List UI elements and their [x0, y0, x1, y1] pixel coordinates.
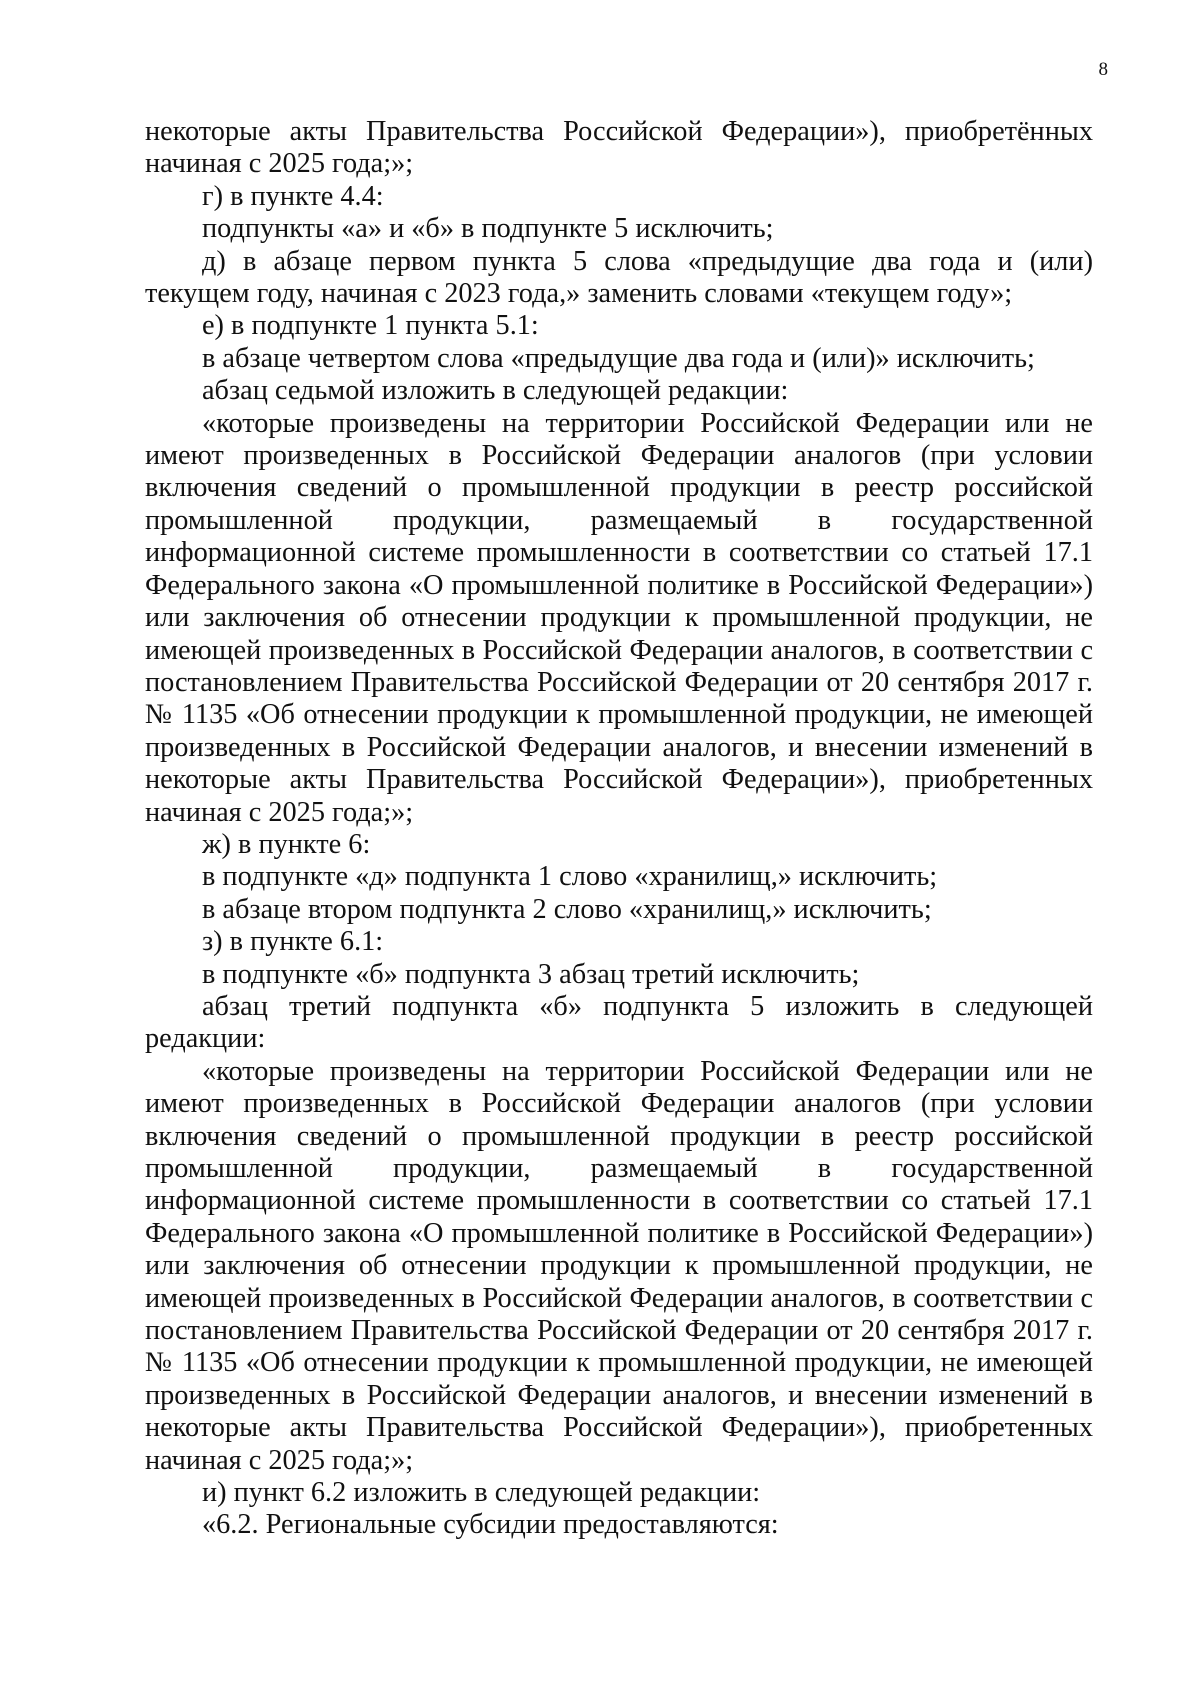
paragraph-item-i: и) пункт 6.2 изложить в следующей редакции: [202, 1477, 761, 1509]
paragraph-item-e: е) в подпункте 1 пункта 5.1: [202, 310, 539, 342]
paragraph: подпункты «а» и «б» в подпункте 5 исключить; [202, 213, 774, 245]
paragraph-item-z: з) в пункте 6.1: [202, 926, 384, 958]
paragraph-item-zh: ж) в пункте 6: [202, 828, 371, 860]
paragraph-item-d: д) в абзаце первом пункта 5 слова «предыдущие два года и (или) текущем году, начиная с 2023 года,» заменить словами «текущем году»; [145, 245, 1093, 310]
paragraph-quoted-text: «которые произведены на территории Российской Федерации или не имеют произведенных в Российской Федерации аналогов (при условии включения сведений о промышленной продукции в реестр российской промышленной продукции, размещаемый в государственной информационной системе промышленности в соответствии со статьей 17.1 Федерального закона «О промышленной политике в Российской Федерации») или заключения об отнесении продукции к промышленной продукции, не имеющей произведенных в Российской Федерации аналогов, в соответствии с постановлением Правительства Российской Федерации от 20 сентября 2017 г. № 1135 «Об отнесении продукции к промышленной продукции, не имеющей произведенных в Российской Федерации аналогов, и внесении изменений в некоторые акты Правительства Российской Федерации»), приобретенных начиная с 2025 года;»; [145, 407, 1093, 828]
document-body [145, 116, 1093, 1542]
paragraph-quoted-text: «которые произведены на территории Российской Федерации или не имеют произведенных в Российской Федерации аналогов (при условии включения сведений о промышленной продукции в реестр российской промышленной продукции, размещаемый в государственной информационной системе промышленности в соответствии со статьей 17.1 Федерального закона «О промышленной политике в Российской Федерации») или заключения об отнесении продукции к промышленной продукции, не имеющей произведенных в Российской Федерации аналогов, в соответствии с постановлением Правительства Российской Федерации от 20 сентября 2017 г. № 1135 «Об отнесении продукции к промышленной продукции, не имеющей произведенных в Российской Федерации аналогов, и внесении изменений в некоторые акты Правительства Российской Федерации»), приобретенных начиная с 2025 года;»; [145, 1055, 1093, 1476]
paragraph-quoted-heading: «6.2. Региональные субсидии предоставляются: [202, 1509, 779, 1541]
paragraph: в абзаце четвертом слова «предыдущие два года и (или)» исключить; [202, 342, 1035, 374]
paragraph: в подпункте «б» подпункта 3 абзац третий исключить; [202, 958, 860, 990]
paragraph-item-g: г) в пункте 4.4: [202, 180, 384, 212]
paragraph: абзац седьмой изложить в следующей редакции: [202, 375, 789, 407]
paragraph: в абзаце втором подпункта 2 слово «хранилищ,» исключить; [202, 893, 932, 925]
paragraph: абзац третий подпункта «б» подпункта 5 изложить в следующей редакции: [145, 990, 1093, 1055]
paragraph-continuation: некоторые акты Правительства Российской Федерации»), приобретённых начиная с 2025 года;»; [145, 116, 1093, 180]
paragraph: в подпункте «д» подпункта 1 слово «хранилищ,» исключить; [202, 861, 938, 893]
page-number: 8 [1098, 59, 1108, 80]
